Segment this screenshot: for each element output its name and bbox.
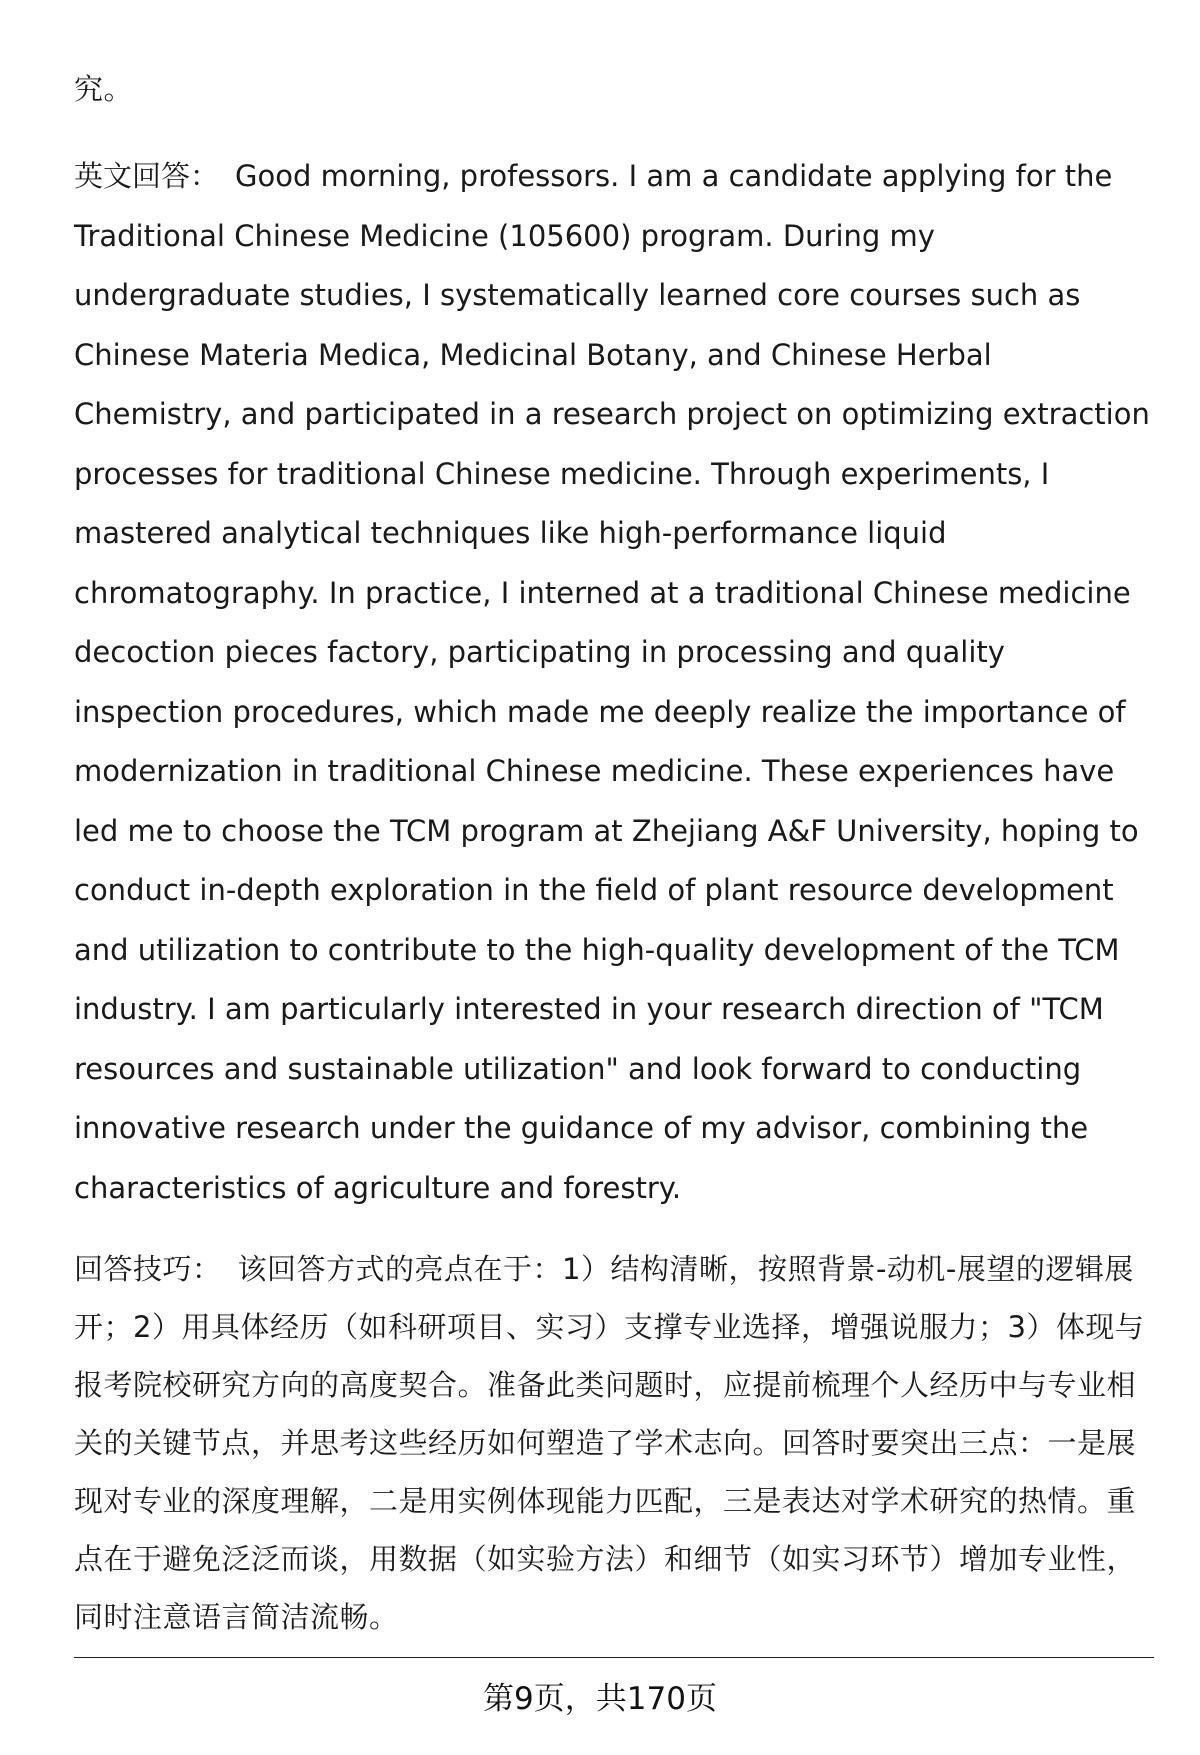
tips-text: 该回答方式的亮点在于：1）结构清晰，按照背景-动机-展望的逻辑展开；2）用具体经历（如科研项目、实习）支撑专业选择，增强说服力；3）体现与报考院校研究方向的高度契合。准备此类问题时，应提前梳理个人经历中与专业相关的关键节点，并思考这些经历如何塑造了学术志向。回答时要突出三点：一是展现对专业的深度理解，二是用实例体现能力匹配，三是表达对学术研究的热情。重点在于避免泛泛而谈，用数据（如实验方法）和细节（如实习环节）增加专业性，同时注意语言简洁流畅。: [74, 1252, 1145, 1634]
english-answer-label: 英文回答：: [74, 159, 220, 193]
page-number: 第9页，共170页: [483, 1681, 717, 1717]
continuation-paragraph: [74, 60, 1154, 118]
tips-paragraph: [74, 1240, 1154, 1646]
english-answer-paragraph: [74, 147, 1154, 1218]
document-page: [74, 60, 1154, 1646]
continuation-text: 究。: [74, 72, 134, 106]
english-answer-text: Good morning, professors. I am a candidate applying for the Traditional Chinese Medicine (105600) program. During my undergraduate studies, I systematically learned core courses such as Chinese Materia Medica, Medicinal Botany, and Chinese Herbal Chemistry, and participated in a research project on optimizing extraction processes for traditional Chinese medicine. Through experiments, I mastered analytical techniques like high-performance liquid chromatography. In practice, I interned at a traditional Chinese medicine decoction pieces factory, participating in processing and quality inspection procedures, which made me deeply realize the importance of modernization in traditional Chinese medicine. These experiences have led me to choose the TCM program at Zhejiang A&F University, hoping to conduct in-depth exploration in the field of plant resource development and utilization to contribute to the high-quality development of the TCM industry. I am particularly interested in your research direction of "TCM resources and sustainable utilization" and look forward to conducting innovative research under the guidance of my advisor, combining the characteristics of agriculture and forestry.: [74, 159, 1150, 1205]
tips-label: 回答技巧：: [74, 1252, 222, 1286]
footer-divider: [74, 1657, 1154, 1658]
